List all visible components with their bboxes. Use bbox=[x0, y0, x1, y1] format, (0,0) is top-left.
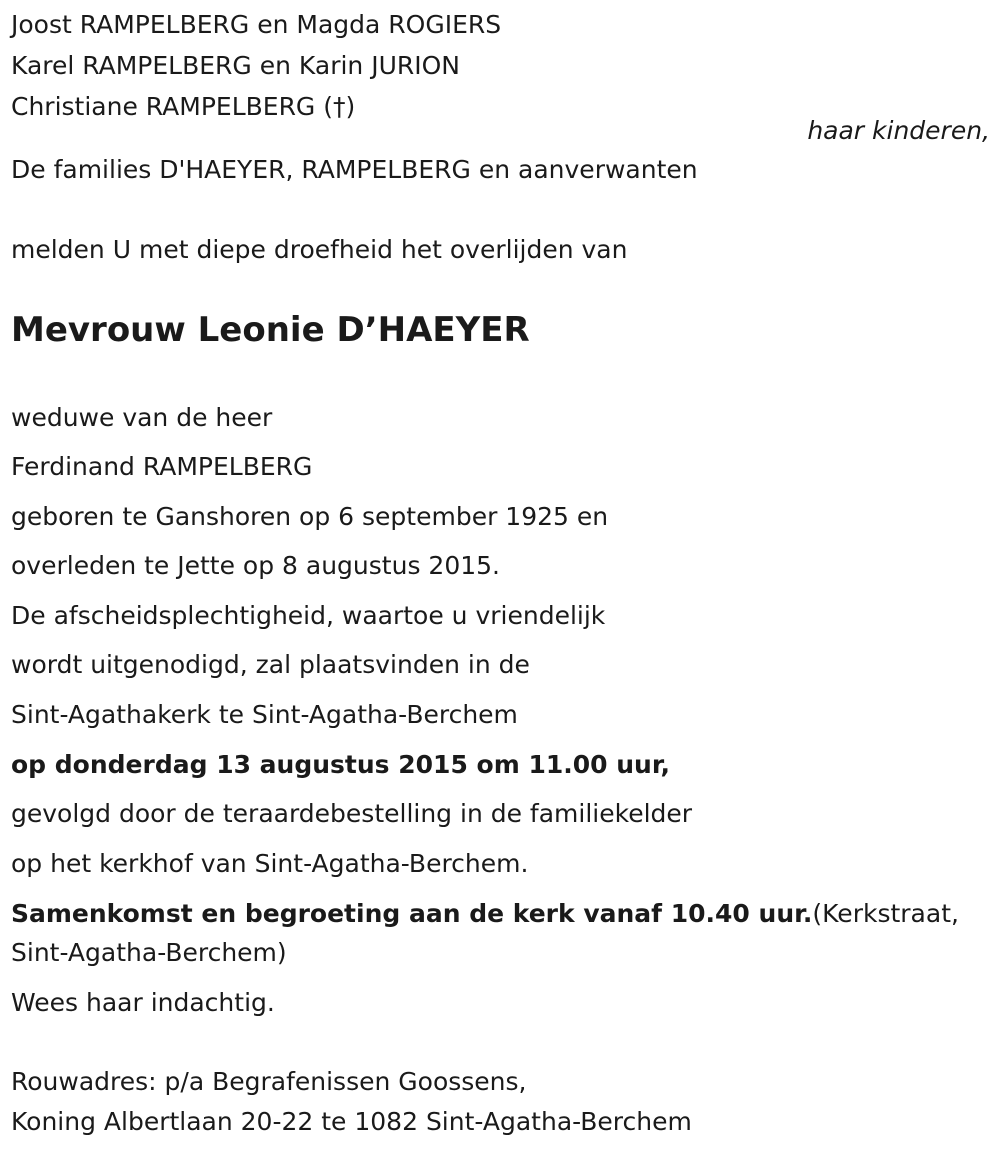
announcement-line: melden U met diepe droefheid het overlijden van bbox=[11, 235, 628, 264]
burial-line-1: gevolgd door de teraardebestelling in de familiekelder bbox=[11, 799, 693, 828]
deceased-name: Mevrouw Leonie D’HAEYER bbox=[11, 310, 530, 350]
address-line-2: Koning Albertlaan 20-22 te 1082 Sint-Agatha-Berchem bbox=[11, 1107, 692, 1136]
widow-of-line: weduwe van de heer bbox=[11, 403, 273, 432]
children-label: haar kinderen, bbox=[807, 116, 990, 145]
gathering-bold-text: Samenkomst en begroeting aan de kerk vanaf 10.40 uur. bbox=[11, 899, 813, 928]
gathering-rest-text: (Kerkstraat, bbox=[812, 899, 959, 928]
child-line-2: Karel RAMPELBERG en Karin JURION bbox=[11, 51, 460, 80]
gathering-place: Sint-Agatha-Berchem) bbox=[11, 938, 287, 967]
families-line: De families D'HAEYER, RAMPELBERG en aanverwanten bbox=[11, 155, 698, 184]
gathering-line bbox=[11, 901, 959, 926]
ceremony-line-1: De afscheidsplechtigheid, waartoe u vriendelijk bbox=[11, 601, 606, 630]
death-line: overleden te Jette op 8 augustus 2015. bbox=[11, 551, 500, 580]
child-line-3: Christiane RAMPELBERG (†) bbox=[11, 92, 356, 121]
burial-line-2: op het kerkhof van Sint-Agatha-Berchem. bbox=[11, 849, 529, 878]
ceremony-line-2: wordt uitgenodigd, zal plaatsvinden in de bbox=[11, 650, 530, 679]
ceremony-date-time: op donderdag 13 augustus 2015 om 11.00 uur, bbox=[11, 750, 670, 779]
closing-line: Wees haar indachtig. bbox=[11, 988, 275, 1017]
birth-line: geboren te Ganshoren op 6 september 1925 en bbox=[11, 502, 609, 531]
address-line-1: Rouwadres: p/a Begrafenissen Goossens, bbox=[11, 1067, 527, 1096]
church-line: Sint-Agathakerk te Sint-Agatha-Berchem bbox=[11, 700, 518, 729]
child-line-1: Joost RAMPELBERG en Magda ROGIERS bbox=[11, 10, 502, 39]
husband-name: Ferdinand RAMPELBERG bbox=[11, 452, 313, 481]
